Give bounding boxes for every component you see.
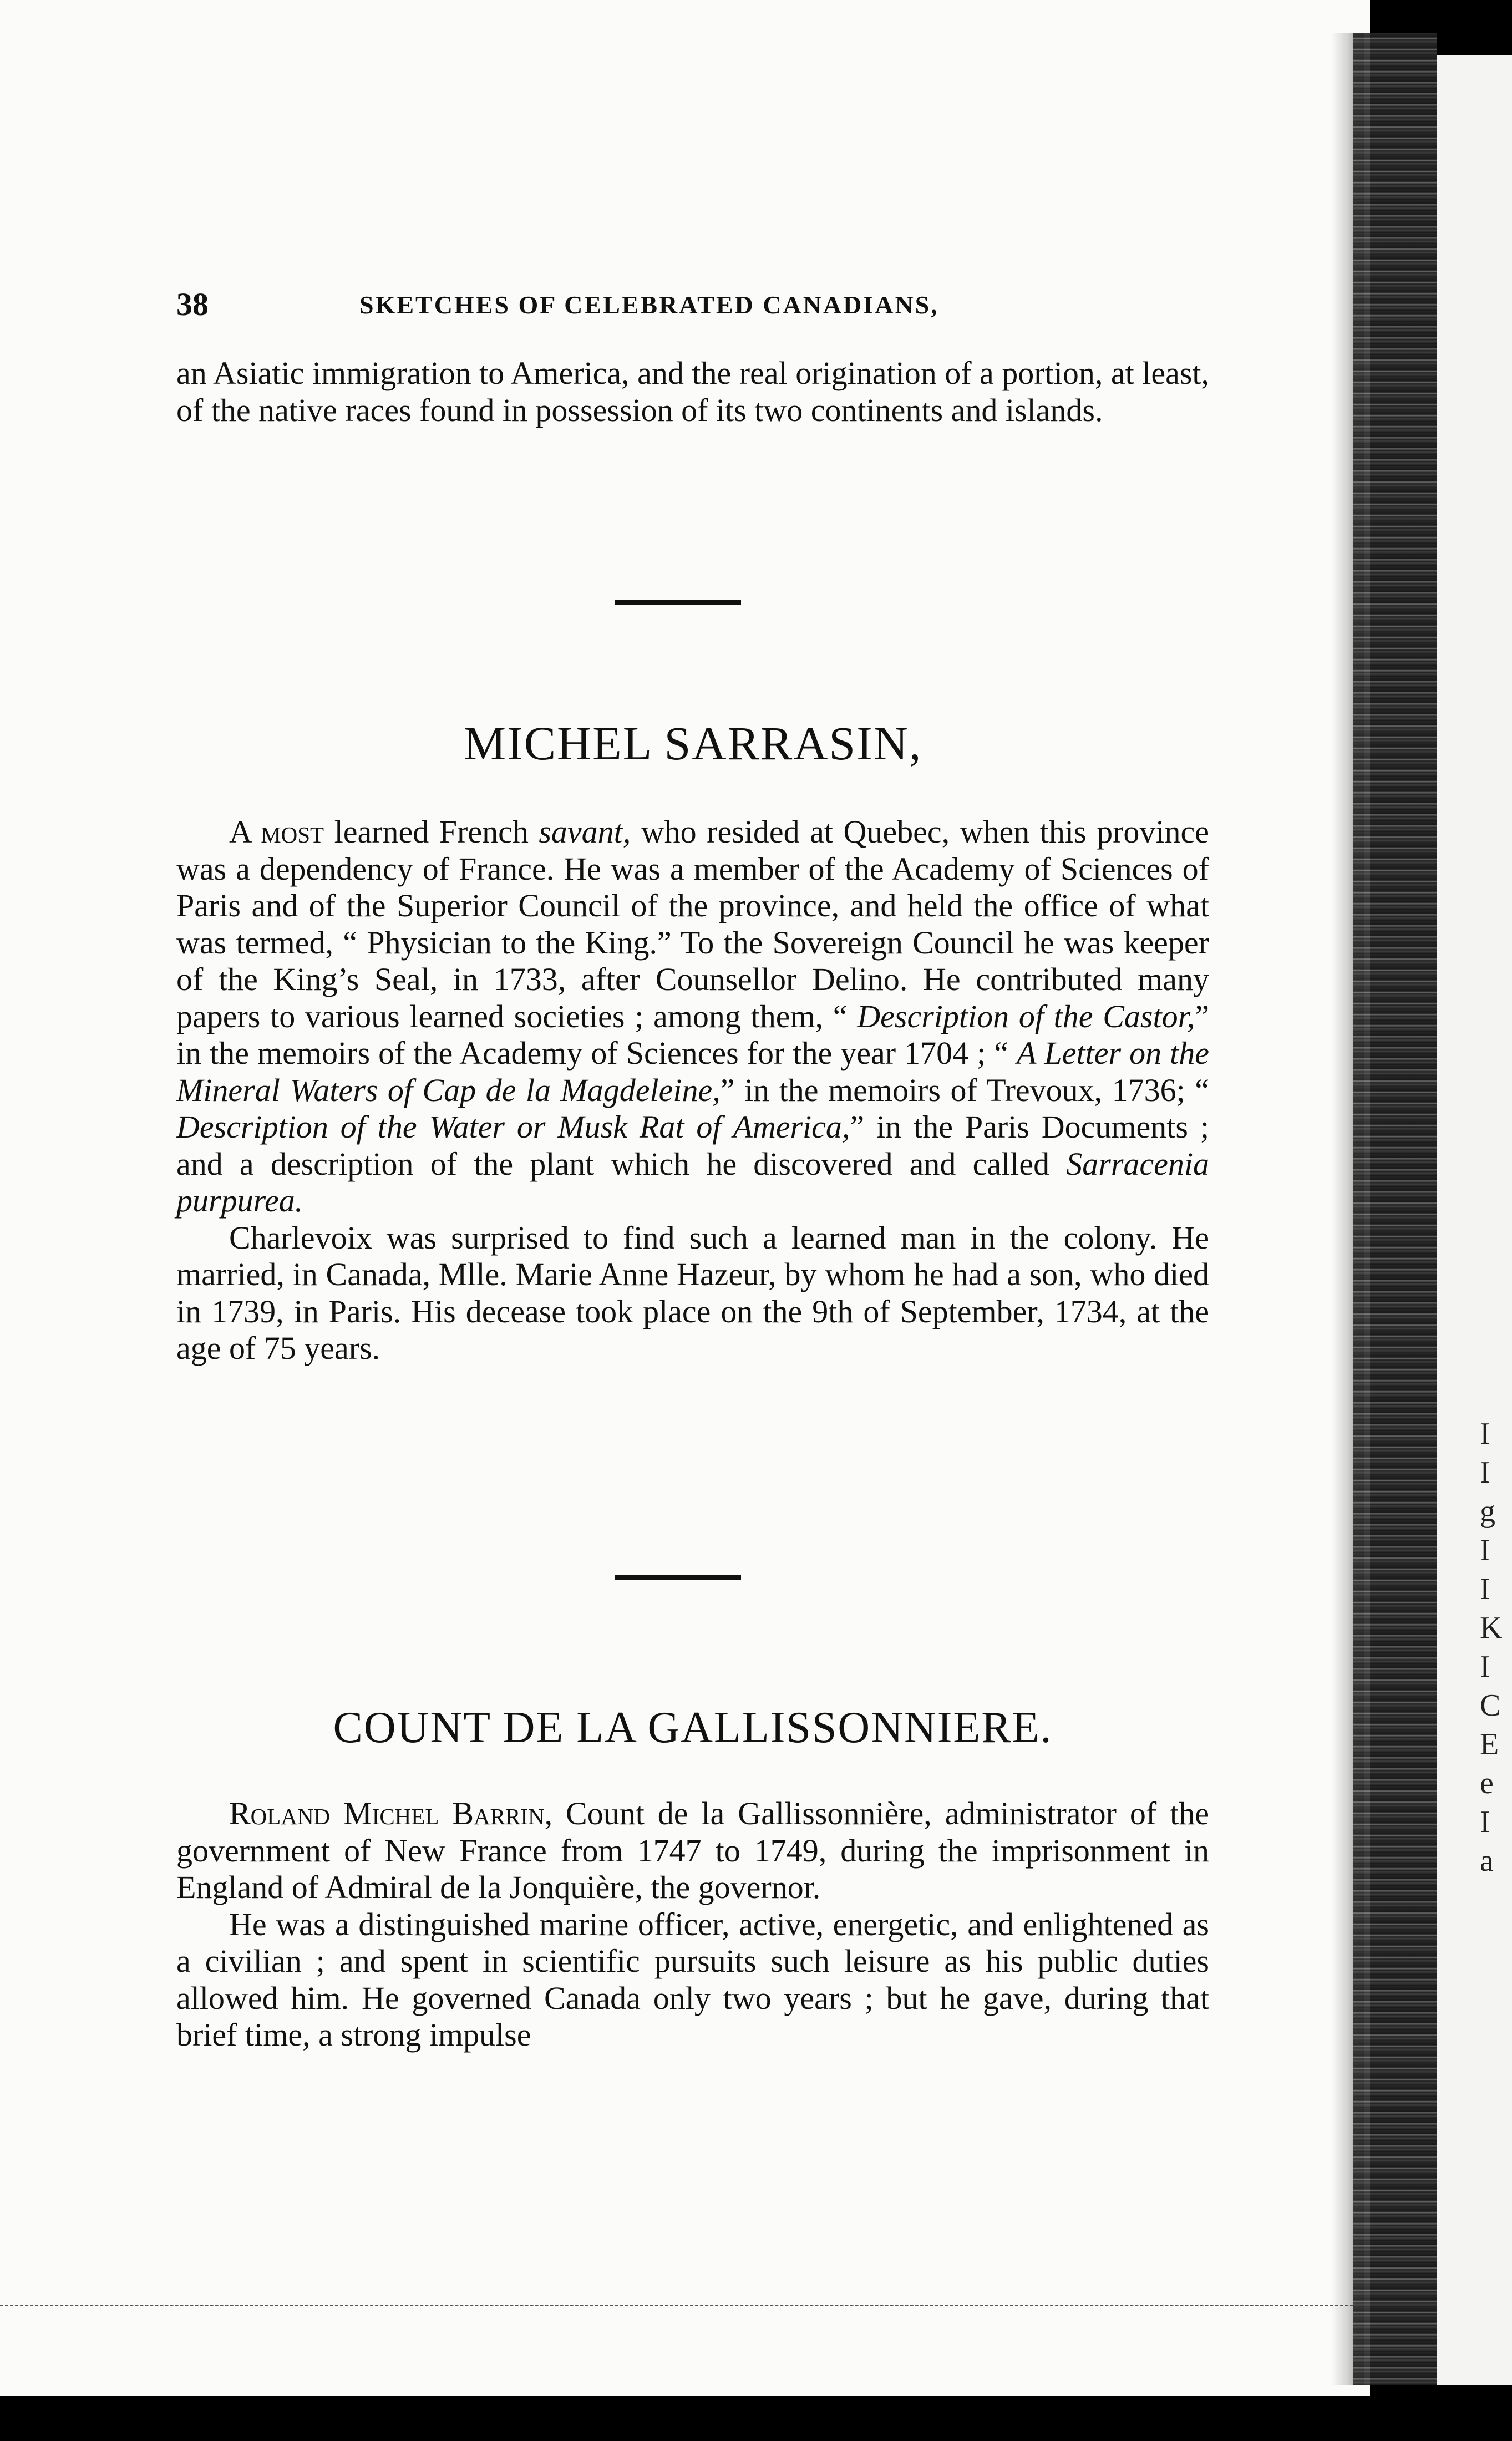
page-header <box>176 286 1208 324</box>
facing-letter: a <box>1480 1844 1494 1878</box>
continuation-text: an Asiatic immigration to America, and the real origination of a portion, at least, of the native races found in possession of its two continents and islands. <box>176 355 1209 428</box>
text-run: learned French <box>324 814 539 850</box>
book-spine <box>1353 33 1437 2385</box>
facing-letter: I <box>1480 1417 1490 1451</box>
section-title-gallissonniere: COUNT DE LA GALLISSONNIERE. <box>333 1703 1053 1752</box>
section-title-sarrasin: MICHEL SARRASIN, <box>463 717 922 770</box>
text-run: ” in the memoirs of Trevoux, 1736; “ <box>720 1072 1209 1108</box>
work-title: Description of the Castor, <box>857 998 1195 1034</box>
lead-words: Roland Michel Barrin, <box>229 1795 553 1831</box>
plant-name: Sarracenia purpurea. <box>176 1145 1209 1219</box>
text-run: ” in the memoirs of the Academy of Sciences for the year 1704 ; “ <box>176 998 1209 1071</box>
facing-letter: I <box>1480 1650 1490 1684</box>
facing-letter: K <box>1480 1611 1503 1645</box>
facing-letter: I <box>1480 1572 1490 1606</box>
facing-letter: C <box>1480 1688 1501 1723</box>
bottom-rule <box>0 2305 1353 2306</box>
section-body-sarrasin <box>176 814 1209 1367</box>
italic-run: savant, <box>539 814 631 850</box>
lead-words: A most <box>229 814 324 850</box>
running-head: SKETCHES OF CELEBRATED CANADIANS, <box>359 291 939 319</box>
facing-page-letters <box>1480 1414 1508 1880</box>
text-run: Count de la Gallissonnière, administrator of the government of New France from 1747 to 1749, during the imprisonment in England of Admiral de la Jonquière, the governor. <box>176 1795 1210 1905</box>
paragraph: He was a distinguished marine officer, active, energetic, and enlightened as a civilian ; and spent in scientific pursuits such leisure as his public duties allowed him. He governed Canada only two years ; but he gave, during that brief time, a strong impulse <box>176 1906 1209 2053</box>
work-title: Description of the Water or Musk Rat of America, <box>176 1109 850 1145</box>
section-divider <box>615 600 741 605</box>
text-run: who resided at Quebec, when this province was a dependency of France. He was a member of the Academy of Sciences of Paris and of the Superior Council of the province, and held the office of what was termed, “ Physician to the King.” To the Sovereign Council he was keeper of the King’s Seal, in 1733, after Counsellor Delino. He contributed many papers to various learned societies ; among them, “ <box>176 814 1209 1034</box>
section-body-gallissonniere <box>176 1795 1209 2054</box>
facing-letter: I <box>1480 1455 1490 1490</box>
paragraph: Charlevoix was surprised to find such a learned man in the colony. He married, in Canada, Mlle. Marie Anne Hazeur, by whom he had a son, who died in 1739, in Paris. His decease took place on the 9th of September, 1734, at the age of 75 years. <box>176 1219 1209 1366</box>
facing-letter: I <box>1480 1805 1490 1839</box>
continuation-paragraph <box>176 355 1209 429</box>
facing-letter: e <box>1480 1766 1494 1800</box>
facing-page-edge <box>1437 55 1512 2385</box>
facing-letter: I <box>1480 1533 1490 1567</box>
page-number: 38 <box>176 286 209 322</box>
facing-letter: g <box>1480 1494 1495 1529</box>
work-title: A Letter on the Mineral Waters of Cap de la Magdeleine, <box>176 1035 1209 1108</box>
text-run: ” in the Paris Documents ; and a description of the plant which he discovered and called <box>176 1109 1209 1182</box>
paragraph <box>176 1795 1209 1906</box>
section-divider <box>615 1575 741 1580</box>
paragraph <box>176 814 1209 1220</box>
facing-letter: E <box>1480 1727 1499 1762</box>
